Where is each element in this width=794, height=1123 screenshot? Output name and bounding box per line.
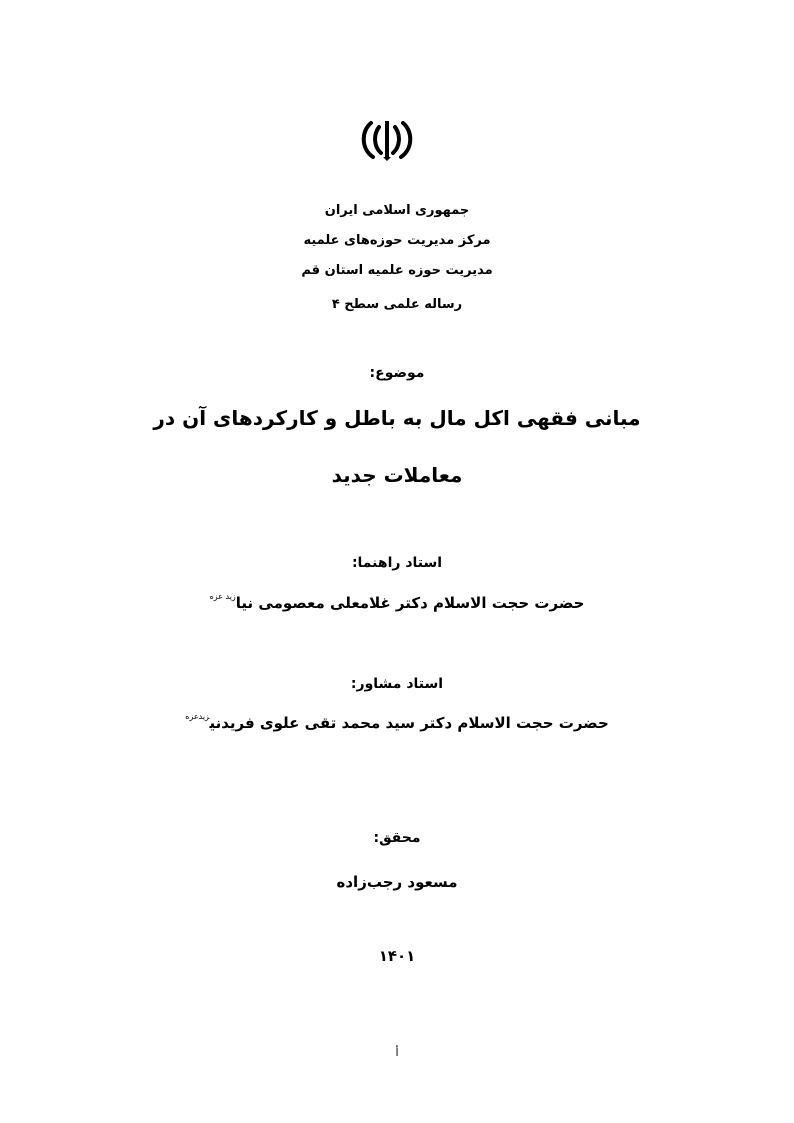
- advisor-honorific: زیدعزه: [185, 712, 210, 721]
- subject-label: موضوع:: [369, 365, 425, 381]
- supervisor-name-line: [0, 594, 794, 612]
- year: ۱۴۰۱: [378, 947, 416, 965]
- subject-title-line1: مبانی فقهی اکل مال به باطل و کارکردهای آن در: [153, 406, 641, 430]
- supervisor-honorific: زید عزه: [209, 592, 236, 601]
- advisor-label: استاد مشاور:: [350, 676, 444, 692]
- iran-emblem-icon: [357, 117, 417, 163]
- header-line-level: رساله علمی سطح ۴: [331, 297, 463, 312]
- header-line-center: مرکز مدیریت حوزه‌های علمیه: [303, 233, 491, 248]
- researcher-label: محقق:: [373, 830, 421, 846]
- advisor-name: حضرت حجت الاسلام دکتر سید محمد تقی علوی فریدنی: [209, 714, 609, 732]
- header-line-republic: جمهوری اسلامی ایران: [324, 203, 470, 218]
- subject-title-line2: معاملات جدید: [331, 463, 463, 487]
- supervisor-label: استاد راهنما:: [351, 555, 443, 571]
- header-line-qom: مدیریت حوزه علمیه استان قم: [301, 263, 493, 278]
- page-number: أ: [395, 1046, 399, 1059]
- supervisor-name: حضرت حجت الاسلام دکتر غلامعلی معصومی نیا: [235, 594, 585, 612]
- researcher-name: مسعود رجب‌زاده: [336, 873, 458, 891]
- advisor-name-line: [0, 714, 794, 732]
